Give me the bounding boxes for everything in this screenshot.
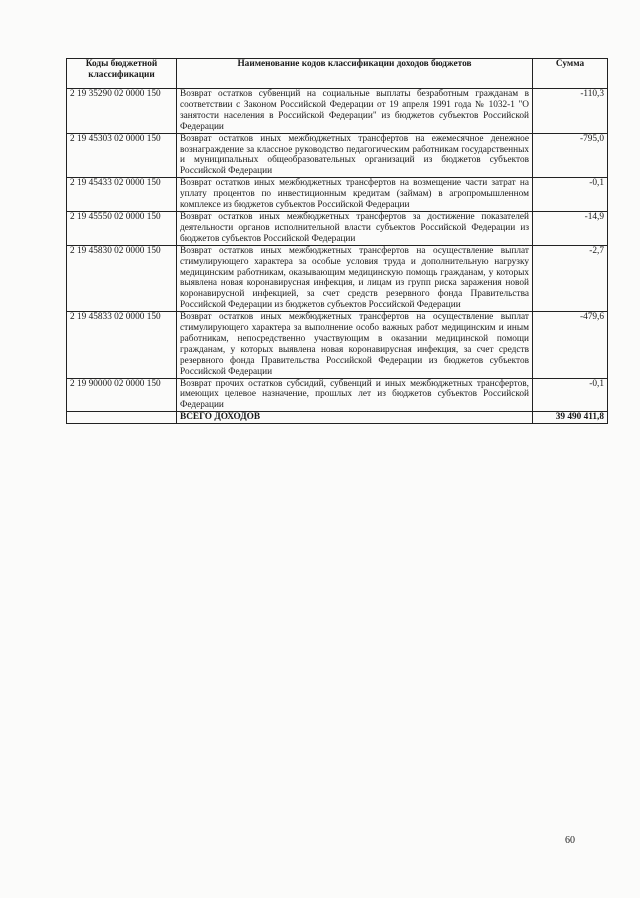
row-code: 2 19 45830 02 0000 150 bbox=[67, 245, 177, 311]
total-sum: 39 490 411,8 bbox=[533, 412, 608, 424]
revenue-table bbox=[66, 58, 608, 424]
table-row bbox=[67, 211, 608, 245]
row-code: 2 19 45550 02 0000 150 bbox=[67, 211, 177, 245]
row-code: 2 19 45433 02 0000 150 bbox=[67, 178, 177, 212]
row-name: Возврат прочих остатков субсидий, субвенций и иных межбюджетных трансфертов, имеющих целевое назначение, прошлых лет из бюджетов субъектов Российской Федерации bbox=[177, 378, 533, 412]
row-sum: -14,9 bbox=[533, 211, 608, 245]
table-row bbox=[67, 89, 608, 134]
row-sum: -795,0 bbox=[533, 133, 608, 178]
row-code: 2 19 35290 02 0000 150 bbox=[67, 89, 177, 134]
column-header-name: Наименование кодов классификации доходов бюджетов bbox=[177, 59, 533, 89]
row-sum: -110,3 bbox=[533, 89, 608, 134]
row-sum: -479,6 bbox=[533, 312, 608, 378]
table-row bbox=[67, 245, 608, 311]
table-row bbox=[67, 378, 608, 412]
total-row bbox=[67, 412, 608, 424]
row-sum: -0,1 bbox=[533, 178, 608, 212]
row-code: 2 19 45303 02 0000 150 bbox=[67, 133, 177, 178]
column-header-sum: Сумма bbox=[533, 59, 608, 89]
total-code-empty bbox=[67, 412, 177, 424]
row-code: 2 19 45833 02 0000 150 bbox=[67, 312, 177, 378]
table-row bbox=[67, 312, 608, 378]
row-code: 2 19 90000 02 0000 150 bbox=[67, 378, 177, 412]
total-label: ВСЕГО ДОХОДОВ bbox=[177, 412, 533, 424]
row-sum: -0,1 bbox=[533, 378, 608, 412]
row-name: Возврат остатков иных межбюджетных трансфертов на ежемесячное денежное вознаграждение за классное руководство педагогическим работникам государственных и муниципальных общеобразовательных организаций из бюджетов субъектов Российской Федерации bbox=[177, 133, 533, 178]
row-name: Возврат остатков иных межбюджетных трансфертов на возмещение части затрат на уплату процентов по инвестиционным кредитам (займам) в агропромышленном комплексе из бюджетов субъектов Российской Федерации bbox=[177, 178, 533, 212]
row-sum: -2,7 bbox=[533, 245, 608, 311]
row-name: Возврат остатков иных межбюджетных трансфертов на осуществление выплат стимулирующего характера за особые условия труда и дополнительную нагрузку медицинским работникам, оказывающим медицинскую помощь гражданам, у которых выявлена новая коронавирусная инфекция, и лицам из групп риска заражения новой коронавирусной инфекцией, за счет средств резервного фонда Правительства Российской Федерации из бюджетов субъектов Российской Федерации bbox=[177, 245, 533, 311]
table-row bbox=[67, 133, 608, 178]
table-header-row bbox=[67, 59, 608, 89]
row-name: Возврат остатков субвенций на социальные выплаты безработным гражданам в соответствии с Законом Российской Федерации от 19 апреля 1991 года № 1032-1 "О занятости населения в Российской Федерации" из бюджетов субъектов Российской Федерации bbox=[177, 89, 533, 134]
row-name: Возврат остатков иных межбюджетных трансфертов на осуществление выплат стимулирующего характера за выполнение особо важных работ медицинским и иным работникам, непосредственно участвующим в оказании медицинской помощи гражданам, у которых выявлена новая коронавирусная инфекция, за счет средств резервного фонда Правительства Российской Федерации из бюджетов субъектов Российской Федерации bbox=[177, 312, 533, 378]
row-name: Возврат остатков иных межбюджетных трансфертов за достижение показателей деятельности органов исполнительной власти субъектов Российской Федерации из бюджетов субъектов Российской Федерации bbox=[177, 211, 533, 245]
column-header-code: Коды бюджетной классификации bbox=[67, 59, 177, 89]
table-row bbox=[67, 178, 608, 212]
page-number: 60 bbox=[565, 835, 575, 846]
